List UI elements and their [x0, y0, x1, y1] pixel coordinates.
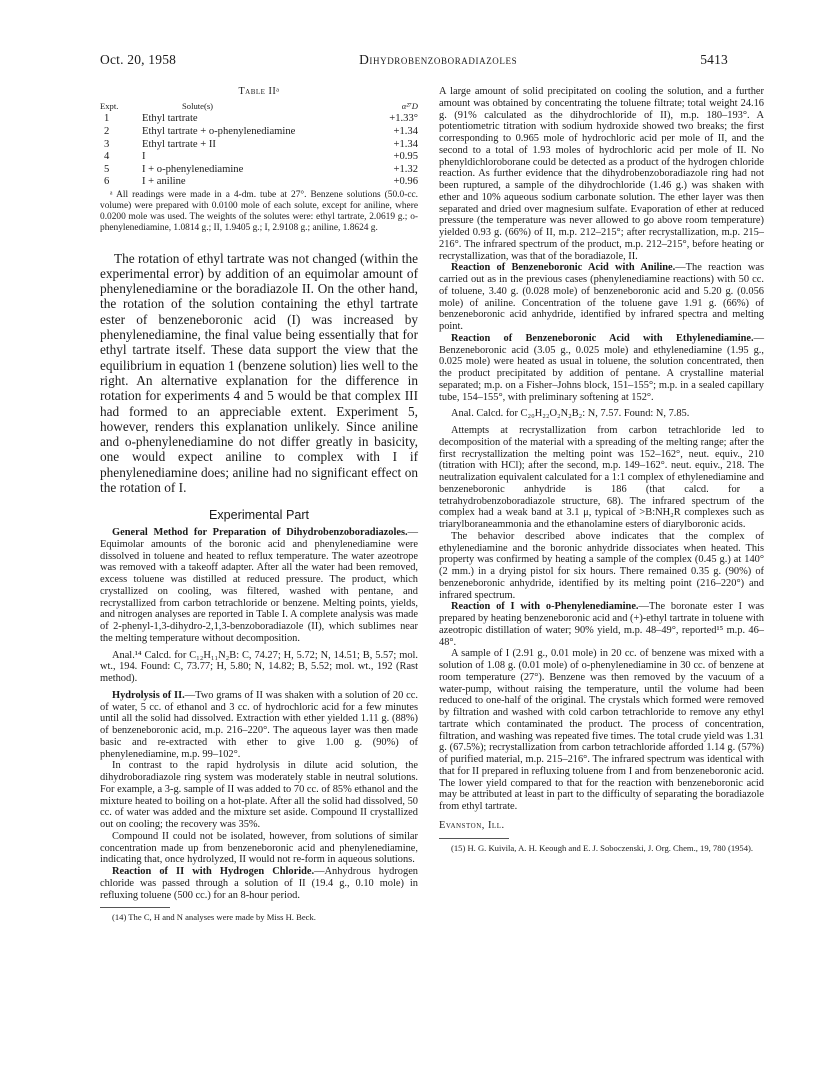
table-row [100, 139, 418, 152]
phenylenediamine-paragraph [439, 601, 764, 648]
dissociation-paragraph: The behavior described above indicates that the complex of ethylenediamine and the boronic anhydride dissociates when heated. This property was confirmed by heating a sample of the complex (0.45 g.) at 140° (2 mm.) in a drying pistol for six hours. There remained 0.35 g. (90%) of benzeneboronic anhydride, identified by its melting point (216–220°) and infrared spectrum. [439, 530, 764, 601]
table-cell-expt: 3 [104, 138, 110, 150]
phenylenediamine-heading: Reaction of I with o-Phenylenediamine. [451, 601, 639, 613]
table-cell-expt: 6 [104, 176, 110, 188]
left-column [100, 86, 418, 922]
aniline-heading: Reaction of Benzeneboronic Acid with Aniline. [451, 262, 676, 274]
hcl-reaction-paragraph [100, 866, 418, 901]
table-cell-alpha: +1.32 [393, 163, 418, 175]
footnote-15-text: (15) H. G. Kuivila, A. H. Keough and E. J. Soboczenski, J. Org. Chem., 19, 780 (1954). [451, 842, 754, 853]
location-signoff: Evanston, Ill. [439, 819, 505, 831]
hydrolysis-paragraph [100, 690, 418, 761]
table-row [100, 164, 418, 177]
table-row [100, 176, 418, 189]
discussion-paragraph: The rotation of ethyl tartrate was not changed (within the experimental error) by addition of an equimolar amount of phenylenediamine or the boradiazole II. On the other hand, the rotation of the solution containing the ethyl tartrate ester of benzeneboronic acid (I) was increased by phenylenediamine, the final value being essentially that for ethyl tartrate itself. These data support the view that the equilibrium in equation 1 (benzene solution) lies well to the right. An alternative explanation for the difference in rotation for experiments 4 and 5 would be that complex III had formed to an appreciable extent. Experiment 5, however, renders this explanation unlikely. Since aniline and o-phenylenediamine do not differ greatly in basicity, one would expect aniline to complex with I if phenylenediamine does; aniline had no significant effect on the rotation of I. [100, 250, 418, 495]
table-footnote-text: ᵃ All readings were made in a 4-dm. tube at 27°. Benzene solutions (50.0-cc. volume) were prepared with 0.0100 mole of each solute, except for aniline, where 0.0200 mole was used. The weights of the solutes were: ethyl tartrate, 2.0619 g.; o-phenylenediamine, 1.0814 g.; II, 1.9405 g.; I, 2.9108 g.; aniline, 1.8624 g. [100, 189, 418, 233]
table-cell-solute: Ethyl tartrate + II [142, 138, 216, 150]
ethylenediamine-heading: Reaction of Benzeneboronic Acid with Ethylenediamine. [451, 332, 754, 344]
table-row [100, 113, 418, 126]
discussion-block [100, 251, 418, 496]
hydrolysis-text: —Two grams of II was shaken with a solution of 20 cc. of water, 5 cc. of ethanol and 3 cc. of hydrochloric acid for a few minutes until all the solid had dissolved. Extraction with ether yielded 1.11 g. (88%) of benzeneboronic acid, m.p. 216–220°. The aqueous layer was then made basic and re-extracted with ether to give 1.00 g. (90%) of phenylenediamine, m.p. 99–102°. [100, 689, 418, 760]
table-header-expt: Expt. [100, 100, 119, 111]
table-cell-solute: Ethyl tartrate [142, 113, 198, 125]
general-method-paragraph [100, 527, 418, 645]
footnote-14-text: (14) The C, H and N analyses were made by Miss H. Beck. [112, 912, 316, 923]
stability-paragraph: In contrast to the rapid hydrolysis in dilute acid solution, the dihydroboradiazole ring system was moderately stable in neutral solutions. For example, a 3-g. sample of II was added to 70 cc. of 85% ethanol and the mixture heated to boiling on a hot-plate. After all the solid had dissolved, 50 cc. of water was added and the mixture set aside. Compound II crystallized out on cooling; the recovery was 35%. [100, 760, 418, 831]
ethylenediamine-paragraph [439, 333, 764, 404]
table-cell-alpha: +1.34 [393, 125, 418, 137]
section-title: Experimental Part [208, 508, 310, 523]
table-header-solute: Solute(s) [182, 100, 214, 111]
table-header-alpha: α²⁷D [401, 100, 418, 111]
running-header [100, 52, 728, 72]
hcl-reaction-heading: Reaction of II with Hydrogen Chloride. [112, 866, 315, 878]
table-cell-alpha: +0.96 [393, 176, 418, 188]
right-column [439, 86, 764, 853]
rotation-table [100, 100, 418, 189]
recrystallization-paragraph: Attempts at recrystallization from carbon tetrachloride led to decomposition of the material with a spreading of the melting range; after the first recrystallization the melting point was 152–162°, neut. equiv., 210 (titration with HCl); after the second, m.p. 149–162°. neut. equiv., 218. The neutralization equivalent calculated for a 1:1 complex of ethylenediamine and benzeneboronic anhydride is 186 (that calcd. for a tetrahydrobenzoboradiazole structure, 68). The infrared spectrum of the complex had a weak band at 3.1 μ, typical of >B:NH₂R complexes such as triarylboraneammonia and the ethanolamine esters of diarylboronic acids. [439, 425, 764, 530]
general-method-text: —Equimolar amounts of the boronic acid and phenylenediamine were dissolved in toluene and heated to reflux temperature. The water azeotrope was removed with a takeoff adapter. After all the water had been removed, excess toluene was distilled at reduced pressure. The product, which crystallized on cooling, was filtered, washed with pentane, and recrystallized from carbon tetrachloride or benzene. Melting points, yields, and nitrogen analyses are reported in Table I. A complete analysis was made of 2-phenyl-1,3-dihydro-2,1,3-benzoboradiazole (II), which sublimes near the melting temperature without decomposition. [100, 527, 418, 644]
sample-paragraph: A sample of I (2.91 g., 0.01 mole) in 20 cc. of benzene was mixed with a solution of 1.08 g. (0.01 mole) of o-phenylenediamine in 30 cc. of benzene at room temperature (27°). Benzene was then removed by the vacuum of a water-pump, without raising the temperature, until the volume had been reduced to one-half of the original. The crystals which formed were removed by filtration and washed with cold carbon tetrachloride to remove any ethyl tartrate which contaminated the product. The process of concentration, filtration, and washing was repeated five times. The total crude yield was 1.31 g. (67.5%); recrystallization from carbon tetrachloride afforded 1.14 g. (57%) of purified material, m.p. 215–216°. The infrared spectrum was identical with that for II prepared in refluxing toluene from I and from benzeneboronic acid. The lower yield compared to that for the reaction with benzeneboronic acid may be attributed at least in part to the difficulty of separating the boradiazole from ethyl tartrate. [439, 648, 764, 812]
hcl-reaction-text: —Anhydrous hydrogen chloride was passed through a solution of II (19.4 g., 0.10 mole) in refluxing toluene (500 cc.) for an 8-hour period. [100, 866, 418, 901]
aniline-text: —The reaction was carried out as in the previous cases (phenylenediamine reactions) with 50 cc. of toluene, 3.40 g. (0.028 mole) of benzeneboronic acid and 5.20 g. (0.056 mole) of aniline. Concentration of the toluene gave 1.91 g. (66%) of benzeneboronic acid anhydride, identified by infrared spectra and melting point. [439, 262, 764, 332]
phenylenediamine-text: —The boronate ester I was prepared by heating benzeneboronic acid and (+)-ethyl tartrate in toluene with azeotropic distillation of water; 90% yield, m.p. 48–49°, reported¹⁵ m.p. 46–48°. [439, 601, 764, 648]
compound-ii-paragraph: Compound II could not be isolated, however, from solutions of similar concentration made up from benzeneboronic acid and phenylenediamine, indicating that, once hydrolyzed, II would not re-form in aqueous solutions. [100, 830, 418, 866]
ethylenediamine-text: —Benzeneboronic acid (3.05 g., 0.025 mole) and ethylenediamine (1.95 g., 0.025 mole) were heated as usual in toluene, the solution concentrated, then the product precipitated by addition of pentane. A crystalline material separated; m.p. on a Fisher–Johns block, 151–155°; m.p. in a sealed capillary tube, 154–155°, with preliminary softening at 152°. [439, 332, 764, 403]
footnote-15 [439, 843, 764, 853]
table-cell-solute: I + o-phenylenediamine [142, 163, 244, 175]
table-cell-alpha: +1.34 [393, 138, 418, 150]
table-cell-solute: I [142, 151, 146, 163]
table-cell-alpha: +1.33° [389, 113, 418, 125]
table-title: Table IIᵃ [238, 86, 280, 97]
table-cell-expt: 1 [104, 113, 110, 125]
general-method-heading: General Method for Preparation of Dihydrobenzoboradiazoles. [112, 527, 408, 539]
table-cell-expt: 4 [104, 151, 110, 163]
header-title: Dihydrobenzoboradiazoles [359, 52, 518, 67]
analysis-ii: Anal.¹⁴ Calcd. for C₁₂H₁₁N₂B: C, 74.27; H, 5.72; N, 14.51; B, 5.57; mol. wt., 194. Found: C, 73.77; H, 5.80; N, 14.82; B, 5.52; mol. wt., 192 (Rast method). [100, 649, 418, 685]
analysis-complex: Anal. Calcd. for C₂₀H₂₂O₂N₂B₂: N, 7.57. Found: N, 7.85. [451, 408, 690, 420]
footnote-14 [100, 912, 418, 922]
table-cell-expt: 2 [104, 125, 110, 137]
header-date: Oct. 20, 1958 [100, 52, 177, 67]
table-row [100, 151, 418, 164]
table-row [100, 126, 418, 139]
hcl-continued-paragraph: A large amount of solid precipitated on cooling the solution, and a further amount was obtained by concentrating the toluene filtrate; total weight 24.16 g. (91% calculated as the dihydrochloride of II), m.p. 180–193°. A potentiometric titration with sodium hydroxide showed two breaks; the first corresponding to 0.965 mole of hydrochloric acid per mole of II, and the second to a total of 1.93 moles of hydrochloric acid per mole of II. No phenyldichloroborane could be detected as a product of the hydrogen chloride reaction. As further evidence that the dihydrobenzoboradiazole ring had not been ruptured, a sample of the dihydrochloride (1.46 g.) was shaken with ether and 10% aqueous sodium carbonate solution. The ether layer was then separated and dried over magnesium sulfate. Evaporation of ether at reduced pressure (the temperature was never allowed to go above room temperature) yielded 0.93 g. (66%) of II, m.p. 212–215°; after recrystallization, m.p. 215–216°. The infrared spectrum of the product, m.p. 212–215°, before heating or recrystallization, was that of the boradiazole, II. [439, 86, 764, 262]
table-header-row [100, 100, 418, 114]
table-cell-solute: I + aniline [142, 176, 186, 188]
header-page-number: 5413 [700, 52, 728, 67]
footnote-divider [100, 907, 170, 908]
table-cell-solute: Ethyl tartrate + o-phenylenediamine [142, 125, 296, 137]
table-cell-alpha: +0.95 [393, 151, 418, 163]
footnote-divider [439, 838, 509, 839]
table-cell-expt: 5 [104, 163, 110, 175]
table-footnote [100, 190, 418, 234]
hydrolysis-heading: Hydrolysis of II. [112, 689, 185, 701]
aniline-paragraph [439, 262, 764, 333]
